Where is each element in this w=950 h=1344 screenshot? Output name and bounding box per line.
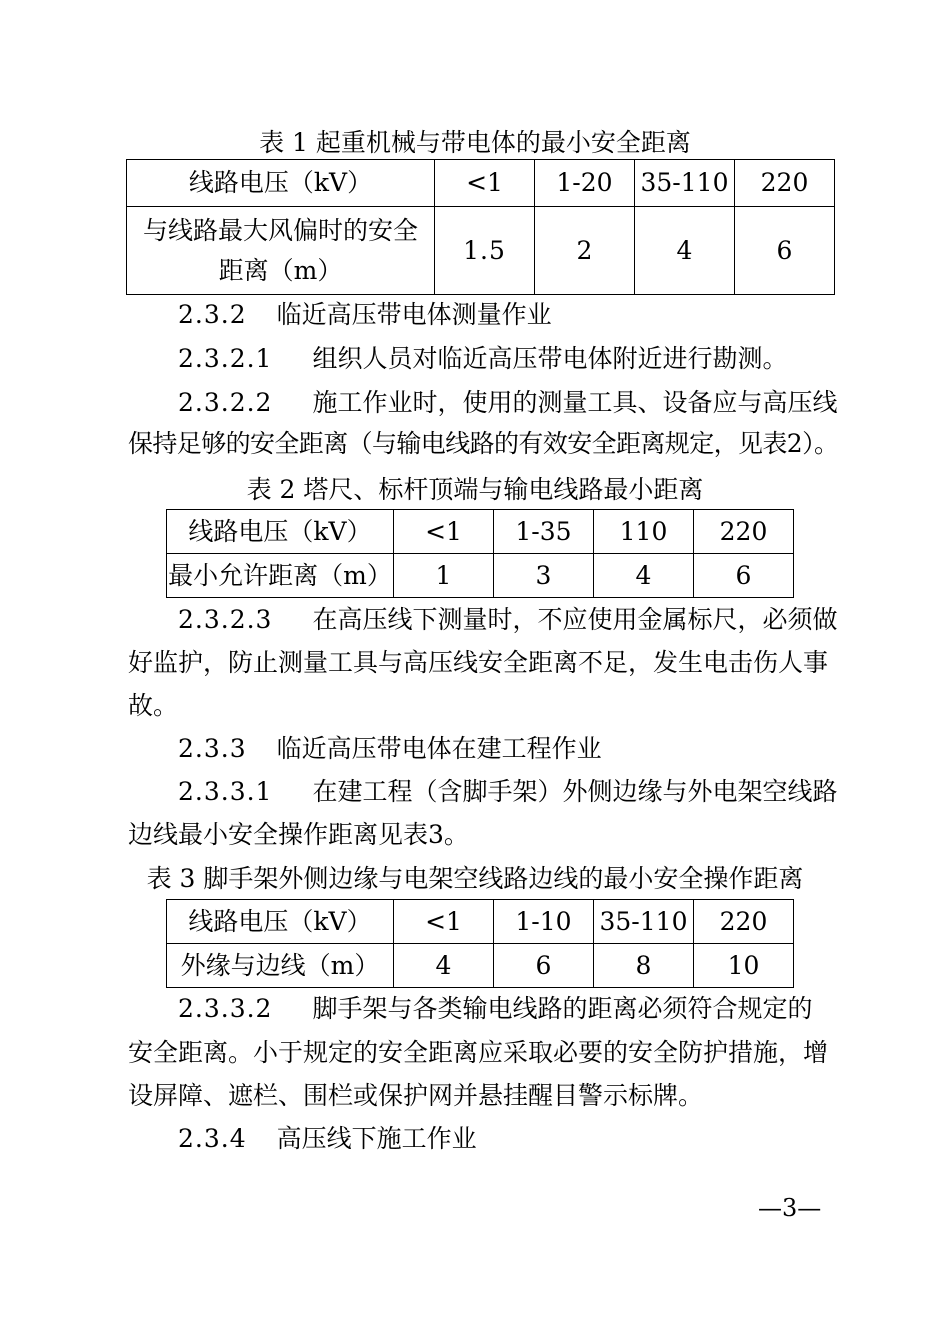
table2-header-cell: <1 bbox=[394, 510, 494, 554]
table1-row-label bbox=[127, 207, 435, 295]
table3-header-cell: 1-10 bbox=[494, 900, 594, 944]
table2-header-cell: 线路电压（kV） bbox=[167, 510, 394, 554]
section-number: 2.3.2.1 bbox=[178, 344, 273, 373]
section-2-3-3-2-line3: 设屏障、遮栏、围栏或保护网并悬挂醒目警示标牌。 bbox=[128, 1081, 704, 1110]
table1-data-row bbox=[127, 207, 835, 295]
table1-value-cell: 4 bbox=[635, 207, 735, 295]
table3-value-cell: 4 bbox=[394, 944, 494, 988]
table1-header-cell: 线路电压（kV） bbox=[127, 160, 435, 207]
table1-header-row bbox=[127, 160, 835, 207]
section-heading: 临近高压带电体在建工程作业 bbox=[276, 734, 602, 763]
table2-value-cell: 4 bbox=[594, 554, 694, 598]
table3-header-cell: 线路电压（kV） bbox=[167, 900, 394, 944]
table1-value-cell: 6 bbox=[735, 207, 835, 295]
section-number: 2.3.2.2 bbox=[178, 388, 273, 417]
section-heading: 临近高压带电体测量作业 bbox=[276, 300, 552, 329]
table2-value-cell: 6 bbox=[694, 554, 794, 598]
section-number: 2.3.3.1 bbox=[178, 777, 273, 806]
section-2-3-3-1-line2: 边线最小安全操作距离见表3。 bbox=[128, 820, 469, 849]
section-2-3-2-3-line1 bbox=[178, 597, 837, 642]
table2-header-cell: 1-35 bbox=[494, 510, 594, 554]
paragraph-text: 脚手架与各类输电线路的距离必须符合规定的 bbox=[312, 994, 813, 1023]
table2-data-row bbox=[167, 554, 794, 598]
section-2-3-2 bbox=[178, 292, 552, 337]
table1-header-cell: <1 bbox=[435, 160, 535, 207]
section-heading: 高压线下施工作业 bbox=[276, 1124, 477, 1153]
table3-value-cell: 6 bbox=[494, 944, 594, 988]
table1-caption: 表 1 起重机械与带电体的最小安全距离 bbox=[259, 128, 691, 157]
section-2-3-3-1-line1 bbox=[178, 769, 837, 814]
table1-header-cell: 1-20 bbox=[535, 160, 635, 207]
table2-value-cell: 1 bbox=[394, 554, 494, 598]
table2-value-cell: 3 bbox=[494, 554, 594, 598]
table1-row-label-line1: 与线路最大风偏时的安全 bbox=[142, 215, 418, 245]
section-2-3-2-1 bbox=[178, 336, 787, 381]
table3-value-cell: 10 bbox=[694, 944, 794, 988]
section-2-3-3-2-line2: 安全距离。小于规定的安全距离应采取必要的安全防护措施，增 bbox=[128, 1038, 829, 1067]
table1-header-cell: 220 bbox=[735, 160, 835, 207]
table2 bbox=[166, 509, 794, 598]
section-2-3-2-2-line1 bbox=[178, 380, 837, 425]
section-number: 2.3.3.2 bbox=[178, 994, 273, 1023]
table3-value-cell: 8 bbox=[594, 944, 694, 988]
table3-header-cell: <1 bbox=[394, 900, 494, 944]
paragraph-text: 在建工程（含脚手架）外侧边缘与外电架空线路 bbox=[312, 777, 838, 806]
table1-value-cell: 1.5 bbox=[435, 207, 535, 295]
section-2-3-2-3-line3: 故。 bbox=[128, 691, 179, 720]
table2-caption: 表 2 塔尺、标杆顶端与输电线路最小距离 bbox=[246, 475, 704, 504]
table1-value-cell: 2 bbox=[535, 207, 635, 295]
section-2-3-2-3-line2: 好监护，防止测量工具与高压线安全距离不足，发生电击伤人事 bbox=[128, 648, 829, 677]
table2-header-cell: 110 bbox=[594, 510, 694, 554]
section-2-3-3-2-line1 bbox=[178, 986, 812, 1031]
page-number: —3— bbox=[758, 1194, 822, 1222]
table3-data-row bbox=[167, 944, 794, 988]
paragraph-text: 在高压线下测量时，不应使用金属标尺，必须做 bbox=[312, 605, 838, 634]
table3-header-row bbox=[167, 900, 794, 944]
section-number: 2.3.4 bbox=[178, 1124, 247, 1153]
table3-header-cell: 220 bbox=[694, 900, 794, 944]
table2-row-label: 最小允许距离（m） bbox=[167, 554, 394, 598]
section-number: 2.3.2 bbox=[178, 300, 247, 329]
table2-header-cell: 220 bbox=[694, 510, 794, 554]
paragraph-text: 施工作业时，使用的测量工具、设备应与高压线 bbox=[312, 388, 838, 417]
section-2-3-3 bbox=[178, 726, 602, 771]
table2-header-row bbox=[167, 510, 794, 554]
paragraph-text: 组织人员对临近高压带电体附近进行勘测。 bbox=[312, 344, 788, 373]
section-2-3-2-2-line2: 保持足够的安全距离（与输电线路的有效安全距离规定，见表2）。 bbox=[128, 429, 839, 458]
table3-header-cell: 35-110 bbox=[594, 900, 694, 944]
table1-row-label-line2: 距离（m） bbox=[218, 255, 343, 285]
section-number: 2.3.3 bbox=[178, 734, 247, 763]
table1-header-cell: 35-110 bbox=[635, 160, 735, 207]
table3-caption: 表 3 脚手架外侧边缘与电架空线路边线的最小安全操作距离 bbox=[146, 864, 804, 893]
table3-row-label: 外缘与边线（m） bbox=[167, 944, 394, 988]
table3 bbox=[166, 899, 794, 988]
table1 bbox=[126, 159, 835, 295]
section-2-3-4 bbox=[178, 1116, 477, 1161]
section-number: 2.3.2.3 bbox=[178, 605, 273, 634]
